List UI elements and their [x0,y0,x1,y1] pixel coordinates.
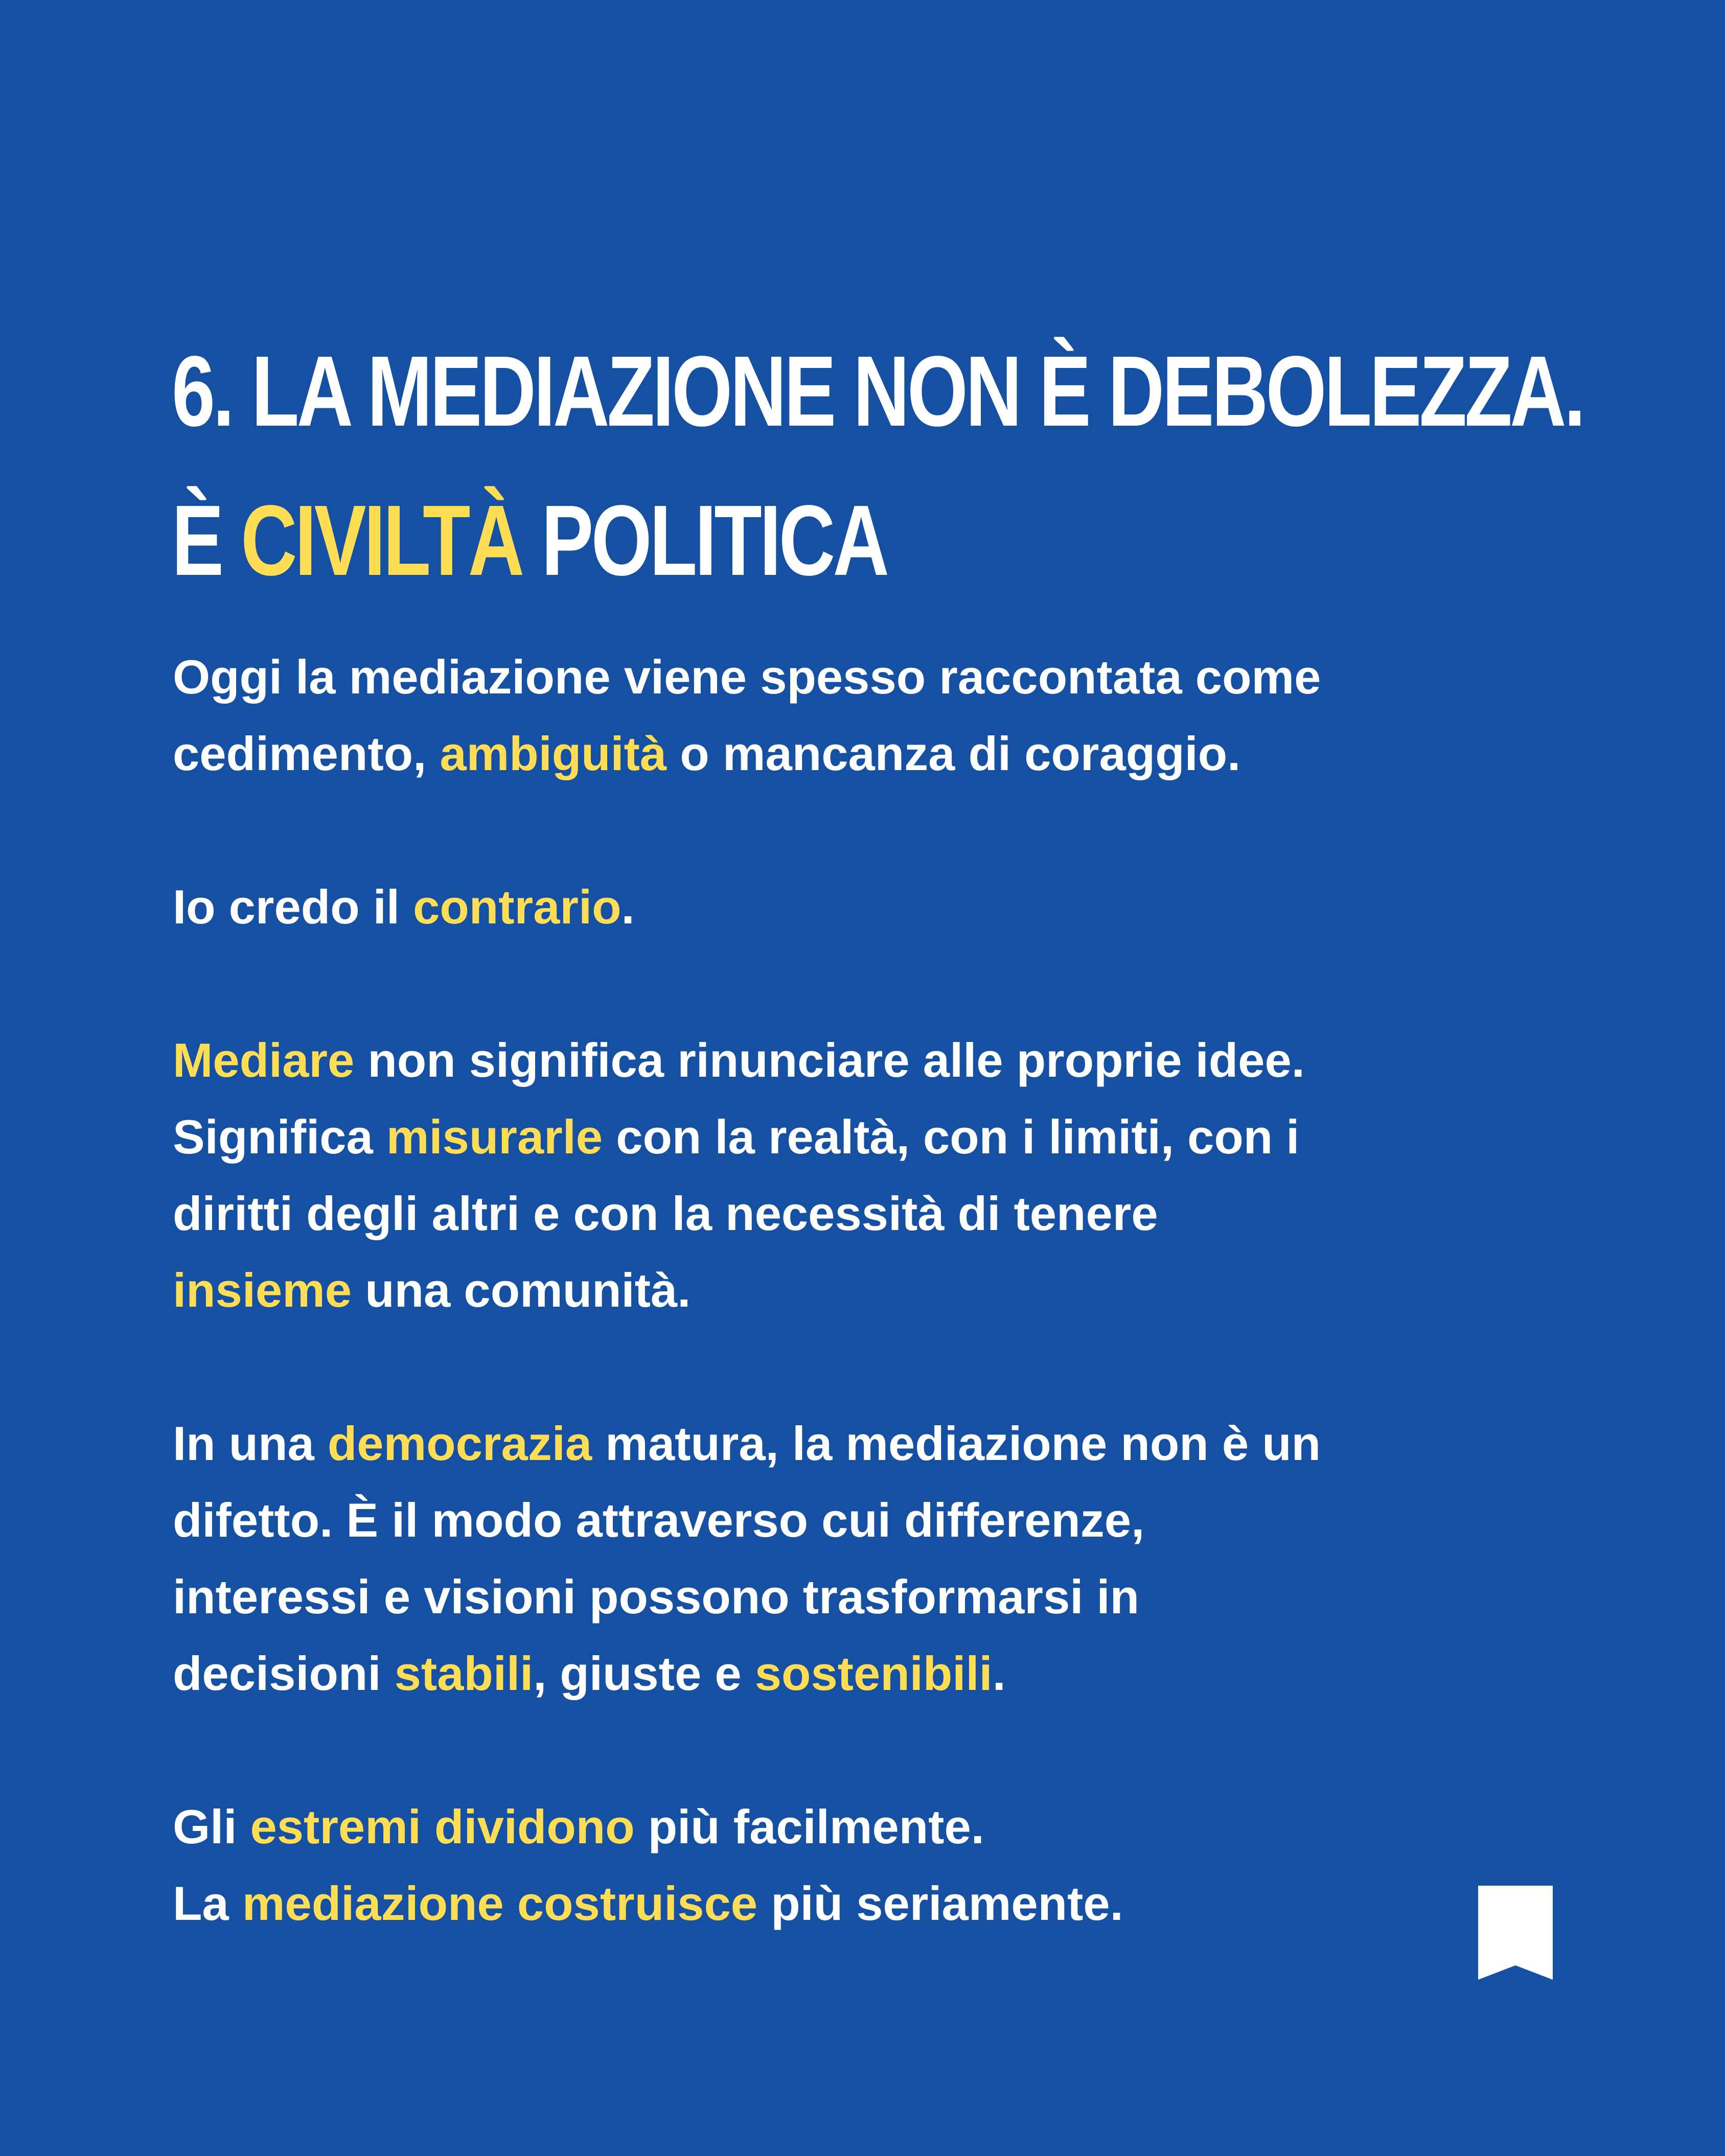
highlight-democrazia: democrazia [327,1417,592,1470]
highlight-mediare: Mediare [173,1033,355,1087]
paragraph-4: In una democrazia matura, la mediazione non è un difetto. È il modo attraverso cui differenze, interessi e visioni possono trasformarsi in decisioni stabili, giuste e sostenibili. [173,1417,1321,1700]
title-highlight: CIVILTÀ [241,484,522,596]
page-title [172,317,1583,615]
highlight-ambiguita: ambiguità [440,727,667,780]
title-line-1: 6. LA MEDIAZIONE NON È DEBOLEZZA. [172,335,1583,447]
highlight-stabili: stabili [394,1647,534,1700]
highlight-contrario: contrario [413,880,622,934]
highlight-estremi-dividono: estremi dividono [250,1800,635,1853]
body-text [173,639,1604,2019]
paragraph-5: Gli estremi dividono più facilmente. La mediazione costruisce più seriamente. [173,1800,1123,1930]
title-line-2: È CIVILTÀ POLITICA [172,484,887,596]
bookmark-icon[interactable] [1478,1886,1553,1980]
paragraph-1: Oggi la mediazione viene spesso raccontata come cedimento, ambiguità o mancanza di coraggio. [173,650,1321,780]
paragraph-3: Mediare non significa rinunciare alle proprie idee. Significa misurarle con la realtà, con i limiti, con i diritti degli altri e con la necessità di tenere insieme una comunità. [173,1033,1305,1317]
highlight-sostenibili: sostenibili [754,1647,993,1700]
highlight-mediazione-costruisce: mediazione costruisce [242,1876,758,1930]
highlight-insieme: insieme [173,1263,352,1317]
paragraph-2: Io credo il contrario. [173,880,635,934]
highlight-misurarle: misurarle [386,1110,603,1164]
